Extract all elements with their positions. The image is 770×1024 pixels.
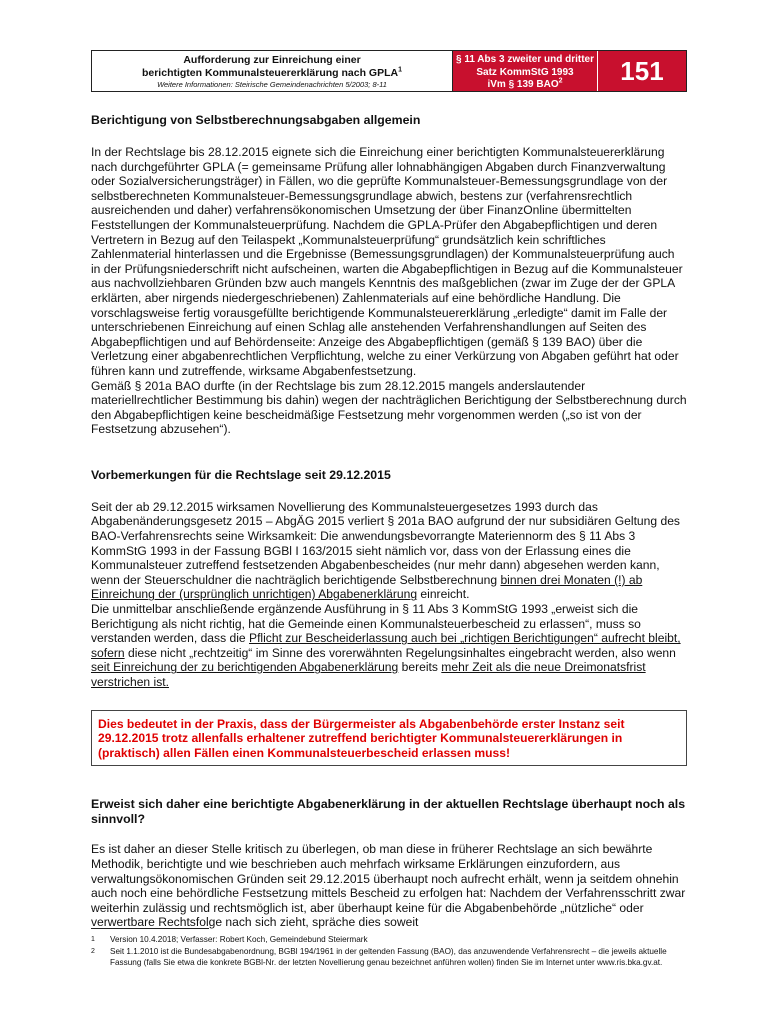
- header-law-line1: § 11 Abs 3 zweiter und dritter: [455, 54, 594, 65]
- document-number: 151: [598, 51, 686, 91]
- header-title-line1: Aufforderung zur Einreichung einer: [183, 54, 361, 66]
- section2-heading: Vorbemerkungen für die Rechtslage seit 29.12.2015: [91, 467, 391, 482]
- header-law-cell: [453, 51, 598, 91]
- section2-paragraph2: Die unmittelbar anschließende ergänzende Ausführung in § 11 Abs 3 KommStG 1993 „erweist sich die Berichtigung als nicht richtig, hat die Gemeinde einen Kommunalsteuerbescheid zu erlassen“, muss so verstanden werden, dass die Pflicht zur Bescheiderlassung auch bei „richtigen Berichtigungen“ aufrecht bleibt, sofern diese nicht „rechtzeitig“ im Sinne des vorerwähnten Regelungsinhaltes eingebracht werden, also wenn seit Einreichung der zu berichtigenden Abgabenerklärung bereits mehr Zeit als die neue Dreimonatsfrist verstrichen ist.: [91, 602, 681, 689]
- footnote-ref-1: 1: [398, 66, 403, 74]
- section1-heading: Berichtigung von Selbstberechnungsabgaben allgemein: [91, 113, 421, 127]
- header-box: [91, 50, 687, 92]
- header-law-line2: Satz KommStG 1993: [476, 66, 574, 78]
- header-title-cell: [92, 51, 453, 91]
- underlined-phrase: Pflicht zur Bescheiderlassung auch bei „richtigen Berichtigungen“ aufrecht bleibt, sofern: [91, 631, 681, 660]
- header-subtitle: Weitere Informationen: Steirische Gemeindenachrichten 5/2003; 8-11: [157, 80, 387, 89]
- footnote-separator: [91, 928, 209, 929]
- underlined-phrase: binnen drei Monaten (!) ab Einreichung der (ursprünglich unrichtigen) Abgabenerklärung: [91, 572, 643, 602]
- underlined-phrase: seit Einreichung der zu berichtigenden Abgabenerklärung: [91, 660, 399, 675]
- main-content: [91, 113, 687, 930]
- footnote-ref-2: 2: [558, 77, 563, 85]
- header-title-line2: berichtigten Kommunalsteuererklärung nach GPLA$^1$: [141, 66, 403, 79]
- section3-paragraph: Es ist daher an dieser Stelle kritisch zu überlegen, ob man diese in früherer Rechtslage an sich bewährte Methodik, berichtigte und wie beschrieben auch mehrfach wirksame Erklärungen einzufordern, aus verwaltungsökonomischen Gründen seit 29.12.2015 überhaupt noch aufrecht erhält, wenn ja seitdem ohnehin auch noch eine behördliche Festsetzung mittels Bescheid zu erfolgen hat: Nachdem der Verfahrensschritt zwar weiterhin zulässig und rechtsmöglich ist, aber überhaupt keine für die Abgabenbehörde „nützliche“ oder verwertbare Rechtsfolge nach sich zieht, spräche dies soweit: [91, 842, 686, 930]
- underlined-phrase: mehr Zeit als die neue Dreimonatsfrist verstrichen ist.: [91, 660, 646, 689]
- alert-box: Dies bedeutet in der Praxis, dass der Bürgermeister als Abgabenbehörde erster Instanz seit 29.12.2015 trotz allenfalls erhaltener zutreffend berichtigter Kommunalsteuererklärungen in (praktisch) allen Fällen einen Kommunalsteuerbescheid erlassen muss!: [91, 710, 687, 767]
- header-law-line3: iVm § 139 BAO$^2$: [487, 77, 563, 90]
- section1-paragraph2: Gemäß § 201a BAO durfte (in der Rechtslage bis zum 28.12.2015 mangels anderslautender materiellrechtlicher Bestimmung bis dahin) wegen der nachträglichen Berichtigung der Selbstberechnung durch den Abgabepflichtigen keine bescheidmäßige Festsetzung mehr vorgenommen werden („so ist von der Festsetzung abzusehen“).: [91, 378, 687, 437]
- section3-heading: Erweist sich daher eine berichtigte Abgabenerklärung in der aktuellen Rechtslage überhaupt noch als sinnvoll?: [91, 797, 686, 827]
- footnote-2: 2 Seit 1.1.2010 ist die Bundesabgabenordnung, BGBl 194/1961 in der geltenden Fassung (BAO), das anzuwendende Verfahrensrecht – die jeweils aktuelle Fassung (falls Sie etwa die konkrete BGBl-Nr. der letzten Novellierung genau bezeichnet anführen wollen) finden Sie im Internet unter www.ris.bka.gv.at.: [91, 946, 667, 967]
- footnote-1: 1 Version 10.4.2018; Verfasser: Robert Koch, Gemeindebund Steiermark: [91, 935, 368, 944]
- section2-paragraph1: Seit der ab 29.12.2015 wirksamen Novellierung des Kommunalsteuergesetzes 1993 durch das Abgabenänderungsgesetz 2015 – AbgÄG 2015 verliert § 201a BAO aufgrund der nur subsidiären Geltung des BAO-Verfahrensrechts seine Wirksamkeit: Die anwendungsbevorrangte Materiennorm des § 11 Abs 3 KommStG 1993 in der Fassung BGBl I 163/2015 sieht nämlich vor, dass von der Erlassung eines die Kommunalsteuer zutreffend festsetzenden Abgabenbescheides (nur mehr dann) abgesehen werden kann, wenn der Steuerschuldner die nachträglich berichtigende Selbstberechnung binnen drei Monaten (!) ab Einreichung der (ursprünglich unrichtigen) Abgabenerklärung einreicht.: [91, 499, 680, 602]
- footnotes: [91, 934, 687, 969]
- section1-paragraph1: In der Rechtslage bis 28.12.2015 eignete sich die Einreichung einer berichtigten Kommunalsteuererklärung nach durchgeführter GPLA (= gemeinsame Prüfung aller lohnabhängigen Abgaben durch Finanzverwaltung oder Sozialversicherungsträger) in Fällen, wo die geprüfte Kommunalsteuer-Bemessungsgrundlage von der selbstberechneten Kommunalsteuer-Bemessungsgrundlage abwich, bestens zur (verfahrensrechtlich ausreichenden und daher) verfahrensökonomischen Umsetzung der über FinanzOnline übermittelten Feststellungen der Kommunalsteuerprüfung. Nachdem die GPLA-Prüfer den Abgabepflichtigen und deren Vertretern in Bezug auf den Teilaspekt „Kommunalsteuerprüfung“ grundsätzlich kein schriftliches Zahlenmaterial hinterlassen und die Ergebnisse (Bemessungsgrundlagen) der Kommunalsteuerprüfung auch in der Prüfungsniederschrift nicht aufscheinen, warten die Abgabepflichtigen in Bezug auf die Kommunalsteuer aus nachvollziehbaren Gründen bzw auch mangels Kenntnis des maßgeblichen (zwar im Zuge der der GPLA erklärten, aber nirgends niedergeschriebenen) Zahlenmaterials auf eine behördliche Handlung. Die vorschlagsweise fertig vorausgefüllte berichtigende Kommunalsteuererklärung „erledigte“ damit im Falle der unterschriebenen Einreichung auf einen Schlag alle anstehenden Verfahrenshandlungen auf Seiten des Abgabepflichtigen und auf Behördenseite: Anzeige des Abgabepflichtigen (gemäß § 139 BAO) über die Verletzung einer abgabenrechtlichen Verpflichtung, welche zu einer Verkürzung von Abgaben geführt hat oder führen kann und zutreffende, wirksame Abgabenfestsetzung.: [91, 145, 683, 378]
